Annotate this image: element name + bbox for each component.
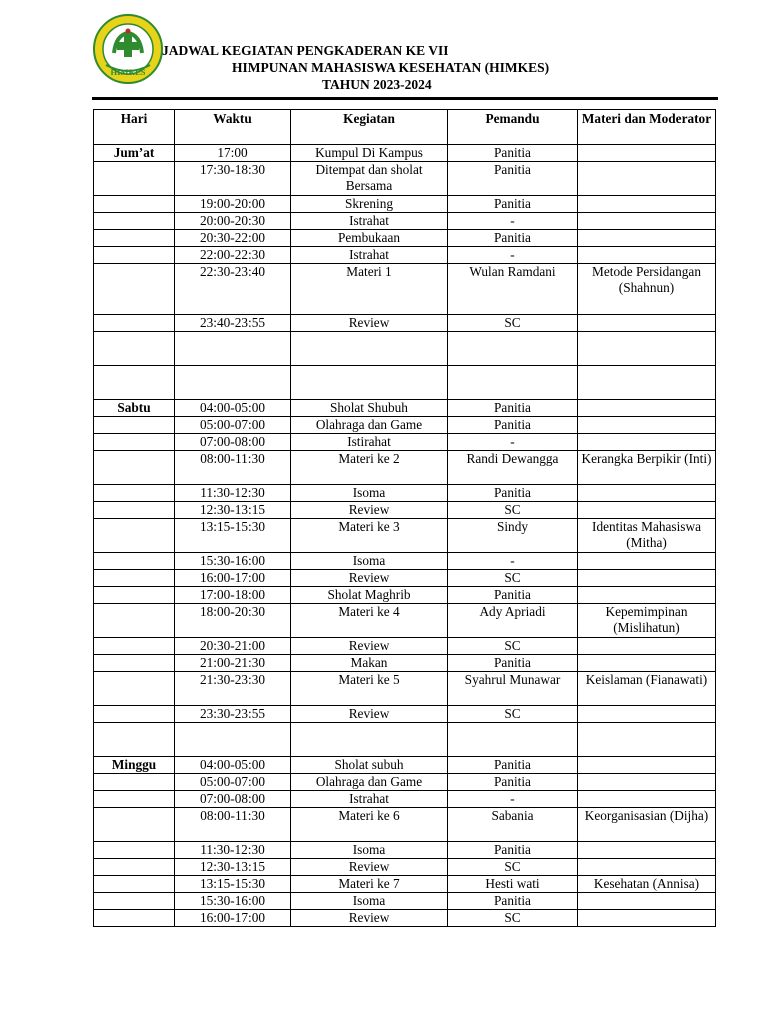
cell-pemandu: SC	[448, 502, 578, 519]
cell-pemandu: SC	[448, 706, 578, 723]
table-row	[94, 264, 716, 315]
cell-hari	[94, 706, 175, 723]
cell-waktu: 16:00-17:00	[175, 910, 291, 927]
cell-materi	[578, 757, 716, 774]
cell-materi	[578, 502, 716, 519]
cell-waktu	[175, 366, 291, 400]
cell-hari	[94, 791, 175, 808]
cell-pemandu: Hesti wati	[448, 876, 578, 893]
schedule-table	[93, 109, 716, 927]
cell-hari	[94, 366, 175, 400]
cell-materi: Kerangka Berpikir (Inti)	[578, 451, 716, 485]
cell-waktu: 05:00-07:00	[175, 774, 291, 791]
cell-waktu: 11:30-12:30	[175, 842, 291, 859]
cell-materi: Kepemimpinan (Mislihatun)	[578, 604, 716, 638]
table-row	[94, 604, 716, 638]
cell-kegiatan: Materi 1	[291, 264, 448, 315]
cell-kegiatan	[291, 332, 448, 366]
header-divider	[92, 97, 718, 100]
cell-waktu	[175, 723, 291, 757]
cell-waktu: 23:30-23:55	[175, 706, 291, 723]
table-row	[94, 706, 716, 723]
cell-hari	[94, 876, 175, 893]
cell-waktu: 12:30-13:15	[175, 502, 291, 519]
cell-hari	[94, 808, 175, 842]
cell-kegiatan: Olahraga dan Game	[291, 417, 448, 434]
cell-pemandu: Panitia	[448, 485, 578, 502]
cell-hari	[94, 553, 175, 570]
col-header-pemandu: Pemandu	[448, 110, 578, 145]
cell-materi	[578, 859, 716, 876]
cell-hari: Minggu	[94, 757, 175, 774]
cell-pemandu: Sindy	[448, 519, 578, 553]
cell-kegiatan: Isoma	[291, 553, 448, 570]
table-row	[94, 519, 716, 553]
cell-hari	[94, 451, 175, 485]
cell-waktu: 16:00-17:00	[175, 570, 291, 587]
cell-waktu: 07:00-08:00	[175, 791, 291, 808]
cell-pemandu: -	[448, 434, 578, 451]
cell-kegiatan: Isoma	[291, 842, 448, 859]
table-row	[94, 655, 716, 672]
cell-hari	[94, 162, 175, 196]
cell-waktu: 17:00-18:00	[175, 587, 291, 604]
doc-title: JADWAL KEGIATAN PENGKADERAN KE VII	[162, 43, 449, 58]
table-row	[94, 417, 716, 434]
cell-kegiatan: Sholat subuh	[291, 757, 448, 774]
table-row	[94, 723, 716, 757]
cell-materi	[578, 332, 716, 366]
cell-waktu: 17:30-18:30	[175, 162, 291, 196]
cell-pemandu: -	[448, 213, 578, 230]
cell-materi	[578, 315, 716, 332]
table-row	[94, 893, 716, 910]
cell-pemandu: Panitia	[448, 400, 578, 417]
cell-pemandu	[448, 332, 578, 366]
cell-materi	[578, 842, 716, 859]
cell-hari	[94, 859, 175, 876]
cell-materi	[578, 910, 716, 927]
cell-pemandu: Panitia	[448, 145, 578, 162]
cell-kegiatan: Istrahat	[291, 247, 448, 264]
cell-materi	[578, 485, 716, 502]
cell-kegiatan: Materi ke 7	[291, 876, 448, 893]
col-header-hari: Hari	[94, 110, 175, 145]
cell-materi	[578, 774, 716, 791]
cell-pemandu: Panitia	[448, 196, 578, 213]
cell-kegiatan: Review	[291, 315, 448, 332]
cell-waktu: 08:00-11:30	[175, 808, 291, 842]
cell-hari	[94, 604, 175, 638]
cell-waktu: 07:00-08:00	[175, 434, 291, 451]
table-row	[94, 451, 716, 485]
cell-hari	[94, 723, 175, 757]
cell-pemandu: SC	[448, 859, 578, 876]
doc-year: TAHUN 2023-2024	[322, 77, 432, 92]
cell-hari: Jum’at	[94, 145, 175, 162]
table-row	[94, 230, 716, 247]
table-row	[94, 587, 716, 604]
cell-materi	[578, 366, 716, 400]
cell-waktu: 12:30-13:15	[175, 859, 291, 876]
table-row	[94, 859, 716, 876]
table-row	[94, 910, 716, 927]
cell-materi	[578, 400, 716, 417]
cell-materi	[578, 553, 716, 570]
cell-materi	[578, 638, 716, 655]
cell-hari	[94, 570, 175, 587]
cell-hari	[94, 774, 175, 791]
cell-hari	[94, 485, 175, 502]
cell-hari	[94, 519, 175, 553]
table-row	[94, 315, 716, 332]
table-row	[94, 672, 716, 706]
table-row	[94, 434, 716, 451]
col-header-materi: Materi dan Moderator	[578, 110, 716, 145]
cell-kegiatan: Review	[291, 706, 448, 723]
cell-hari	[94, 893, 175, 910]
cell-pemandu: Panitia	[448, 162, 578, 196]
cell-kegiatan: Materi ke 2	[291, 451, 448, 485]
cell-materi	[578, 230, 716, 247]
cell-materi	[578, 417, 716, 434]
cell-materi: Keislaman (Fianawati)	[578, 672, 716, 706]
cell-pemandu: Wulan Ramdani	[448, 264, 578, 315]
cell-waktu: 17:00	[175, 145, 291, 162]
cell-materi	[578, 706, 716, 723]
cell-hari	[94, 332, 175, 366]
cell-kegiatan: Istirahat	[291, 434, 448, 451]
table-row	[94, 774, 716, 791]
cell-waktu: 04:00-05:00	[175, 400, 291, 417]
cell-waktu: 08:00-11:30	[175, 451, 291, 485]
cell-kegiatan: Makan	[291, 655, 448, 672]
cell-hari	[94, 196, 175, 213]
cell-materi	[578, 145, 716, 162]
cell-hari	[94, 655, 175, 672]
cell-waktu: 20:30-21:00	[175, 638, 291, 655]
cell-pemandu: Panitia	[448, 417, 578, 434]
table-header-row	[94, 110, 716, 145]
cell-pemandu	[448, 366, 578, 400]
cell-pemandu: Ady Apriadi	[448, 604, 578, 638]
cell-pemandu: SC	[448, 315, 578, 332]
cell-kegiatan	[291, 723, 448, 757]
cell-waktu: 11:30-12:30	[175, 485, 291, 502]
org-name: HIMPUNAN MAHASISWA KESEHATAN (HIMKES)	[232, 60, 550, 75]
cell-kegiatan: Review	[291, 859, 448, 876]
cell-waktu: 22:00-22:30	[175, 247, 291, 264]
cell-pemandu: SC	[448, 910, 578, 927]
cell-waktu: 05:00-07:00	[175, 417, 291, 434]
cell-kegiatan: Review	[291, 638, 448, 655]
cell-materi	[578, 723, 716, 757]
cell-waktu: 23:40-23:55	[175, 315, 291, 332]
cell-kegiatan: Sholat Maghrib	[291, 587, 448, 604]
cell-kegiatan: Istrahat	[291, 791, 448, 808]
cell-kegiatan: Materi ke 4	[291, 604, 448, 638]
cell-kegiatan: Olahraga dan Game	[291, 774, 448, 791]
cell-waktu: 19:00-20:00	[175, 196, 291, 213]
table-row	[94, 196, 716, 213]
cell-materi	[578, 587, 716, 604]
table-row	[94, 247, 716, 264]
cell-materi	[578, 196, 716, 213]
cell-pemandu: Sabania	[448, 808, 578, 842]
cell-materi	[578, 893, 716, 910]
table-row	[94, 808, 716, 842]
table-row	[94, 876, 716, 893]
cell-hari	[94, 434, 175, 451]
cell-kegiatan: Materi ke 3	[291, 519, 448, 553]
cell-materi	[578, 655, 716, 672]
cell-hari	[94, 587, 175, 604]
cell-waktu: 18:00-20:30	[175, 604, 291, 638]
himkes-logo	[92, 13, 164, 85]
cell-waktu: 20:00-20:30	[175, 213, 291, 230]
cell-kegiatan: Pembukaan	[291, 230, 448, 247]
table-row	[94, 213, 716, 230]
col-header-waktu: Waktu	[175, 110, 291, 145]
col-header-kegiatan: Kegiatan	[291, 110, 448, 145]
cell-materi	[578, 247, 716, 264]
cell-waktu: 13:15-15:30	[175, 876, 291, 893]
table-row	[94, 791, 716, 808]
cell-pemandu: Randi Dewangga	[448, 451, 578, 485]
cell-hari	[94, 213, 175, 230]
cell-hari	[94, 230, 175, 247]
cell-kegiatan: Materi ke 6	[291, 808, 448, 842]
cell-hari	[94, 247, 175, 264]
cell-materi	[578, 434, 716, 451]
table-row	[94, 757, 716, 774]
table-row	[94, 145, 716, 162]
table-row	[94, 638, 716, 655]
cell-materi	[578, 213, 716, 230]
table-row	[94, 570, 716, 587]
cell-waktu: 21:00-21:30	[175, 655, 291, 672]
cell-hari	[94, 842, 175, 859]
table-row	[94, 485, 716, 502]
cell-hari	[94, 672, 175, 706]
cell-materi: Identitas Mahasiswa (Mitha)	[578, 519, 716, 553]
cell-materi	[578, 162, 716, 196]
cell-waktu	[175, 332, 291, 366]
table-row	[94, 553, 716, 570]
cell-kegiatan: Ditempat dan sholat Bersama	[291, 162, 448, 196]
cell-materi	[578, 570, 716, 587]
cell-waktu: 20:30-22:00	[175, 230, 291, 247]
cell-pemandu: Panitia	[448, 842, 578, 859]
cell-materi: Kesehatan (Annisa)	[578, 876, 716, 893]
cell-pemandu: -	[448, 553, 578, 570]
cell-waktu: 13:15-15:30	[175, 519, 291, 553]
table-row	[94, 332, 716, 366]
cell-kegiatan	[291, 366, 448, 400]
cell-pemandu: -	[448, 247, 578, 264]
cell-hari	[94, 638, 175, 655]
cell-pemandu: Panitia	[448, 774, 578, 791]
cell-kegiatan: Isoma	[291, 893, 448, 910]
himkes-logo-icon	[92, 13, 164, 85]
cell-waktu: 22:30-23:40	[175, 264, 291, 315]
cell-kegiatan: Istrahat	[291, 213, 448, 230]
cell-kegiatan: Isoma	[291, 485, 448, 502]
cell-kegiatan: Sholat Shubuh	[291, 400, 448, 417]
cell-hari: Sabtu	[94, 400, 175, 417]
cell-kegiatan: Review	[291, 910, 448, 927]
cell-waktu: 15:30-16:00	[175, 893, 291, 910]
cell-kegiatan: Skrening	[291, 196, 448, 213]
cell-pemandu	[448, 723, 578, 757]
cell-hari	[94, 910, 175, 927]
cell-kegiatan: Review	[291, 502, 448, 519]
cell-kegiatan: Kumpul Di Kampus	[291, 145, 448, 162]
cell-pemandu: Panitia	[448, 587, 578, 604]
cell-waktu: 04:00-05:00	[175, 757, 291, 774]
cell-pemandu: Syahrul Munawar	[448, 672, 578, 706]
cell-pemandu: SC	[448, 570, 578, 587]
cell-kegiatan: Materi ke 5	[291, 672, 448, 706]
cell-hari	[94, 315, 175, 332]
cell-pemandu: Panitia	[448, 893, 578, 910]
cell-pemandu: SC	[448, 638, 578, 655]
cell-materi	[578, 791, 716, 808]
cell-waktu: 21:30-23:30	[175, 672, 291, 706]
cell-hari	[94, 264, 175, 315]
cell-kegiatan: Review	[291, 570, 448, 587]
table-row	[94, 366, 716, 400]
cell-materi: Metode Persidangan (Shahnun)	[578, 264, 716, 315]
table-row	[94, 502, 716, 519]
logo-label: HIMKES	[110, 67, 146, 77]
cell-waktu: 15:30-16:00	[175, 553, 291, 570]
cell-hari	[94, 417, 175, 434]
table-row	[94, 400, 716, 417]
cell-pemandu: -	[448, 791, 578, 808]
table-row	[94, 162, 716, 196]
cell-hari	[94, 502, 175, 519]
table-row	[94, 842, 716, 859]
cell-materi: Keorganisasian (Dijha)	[578, 808, 716, 842]
cell-pemandu: Panitia	[448, 757, 578, 774]
cell-pemandu: Panitia	[448, 655, 578, 672]
cell-pemandu: Panitia	[448, 230, 578, 247]
